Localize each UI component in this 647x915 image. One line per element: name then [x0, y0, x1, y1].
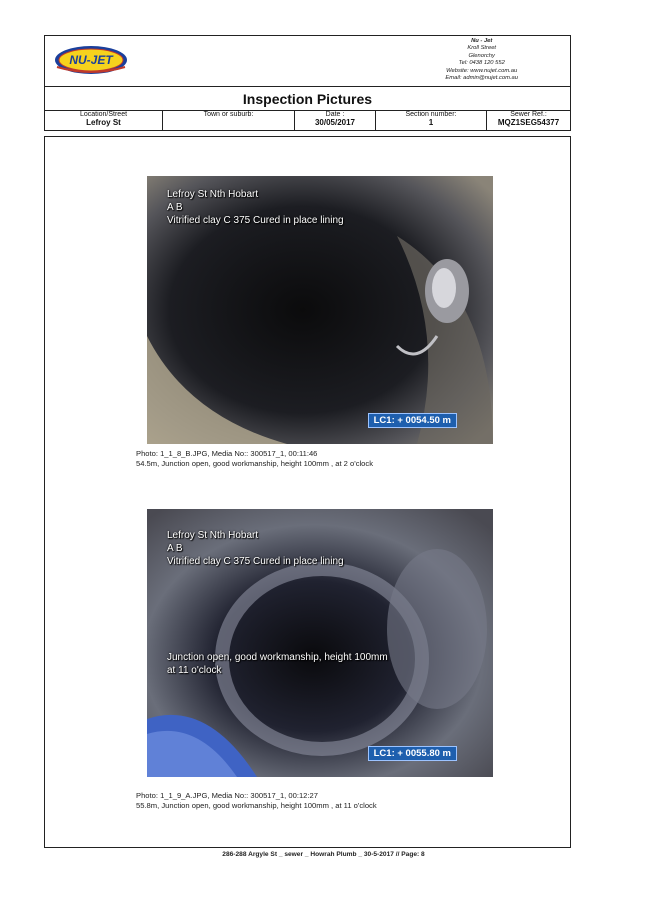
sewer-cell [487, 110, 570, 130]
section-label: Section number: [405, 111, 457, 118]
sewer-label: Sewer Ref.: [510, 111, 547, 118]
overlay-note-2 [167, 651, 388, 677]
section-value: 1 [428, 118, 434, 127]
title-row [45, 86, 570, 111]
logo-text: NU-JET [69, 53, 113, 67]
company-suburb: Glenorchy [468, 52, 495, 59]
photo-caption-2 [136, 791, 377, 811]
photo-caption-1 [136, 449, 373, 469]
overlay-manholes: A B [167, 543, 183, 554]
overlay-manholes: A B [167, 202, 183, 213]
company-website: Website: www.nujet.com.au [446, 67, 518, 74]
section-cell [376, 110, 487, 130]
overlay-street: Lefroy St Nth Hobart [167, 189, 259, 200]
overlay-street: Lefroy St Nth Hobart [167, 530, 259, 541]
location-label: Location/Street [79, 111, 128, 118]
location-value: Lefroy St [86, 118, 121, 127]
distance-counter: LC1: + 0054.50 m [368, 413, 457, 428]
company-tel: Tel: 0438 120 552 [458, 60, 505, 67]
company-row [45, 36, 570, 87]
company-details [445, 38, 518, 82]
overlay-text-1 [167, 188, 344, 227]
page-title: Inspection Pictures [242, 91, 373, 107]
date-cell [295, 110, 376, 130]
info-row [45, 110, 570, 130]
page-footer: 286-288 Argyle St _ sewer _ Howrah Plumb _ 30-5-2017 // Page: 8 [222, 851, 425, 858]
company-email: Email: admin@nujet.com.au [445, 75, 518, 82]
distance-counter: LC1: + 0055.80 m [368, 746, 457, 761]
caption-observation: 55.8m, Junction open, good workmanship, height 100mm , at 11 o'clock [136, 801, 377, 810]
caption-file: Photo: 1_1_8_B.JPG, Media No:: 300517_1, 00:11:46 [136, 449, 318, 458]
report-header [44, 35, 571, 131]
overlay-observation: Junction open, good workmanship, height 100mm [167, 652, 388, 663]
date-label: Date : [325, 111, 345, 118]
town-label: Town or suburb: [203, 111, 254, 118]
date-value: 30/05/2017 [314, 118, 356, 127]
overlay-text-2 [167, 529, 344, 568]
caption-file: Photo: 1_1_9_A.JPG, Media No:: 300517_1, 00:12:27 [136, 791, 318, 800]
inspection-photo-1 [147, 176, 493, 444]
sewer-value: MQZ1SEG54377 [497, 118, 560, 127]
town-cell [163, 110, 295, 130]
overlay-material: Vitrified clay C 375 Cured in place lining [167, 215, 344, 226]
inspection-photo-2 [147, 509, 493, 777]
overlay-position: at 11 o'clock [167, 665, 222, 676]
caption-observation: 54.5m, Junction open, good workmanship, height 100mm , at 2 o'clock [136, 459, 373, 468]
company-street: Kroll Street [467, 45, 497, 52]
nujet-logo [53, 43, 129, 77]
company-name: Nu - Jet [471, 38, 493, 44]
location-cell [45, 110, 163, 130]
overlay-material: Vitrified clay C 375 Cured in place lining [167, 556, 344, 567]
